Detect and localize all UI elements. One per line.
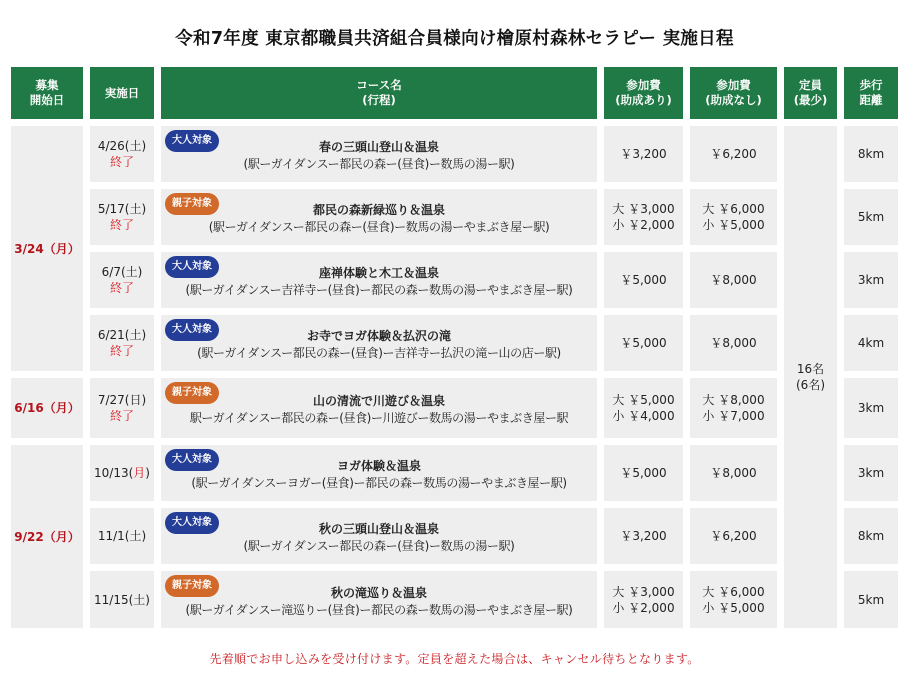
fee-subsidized-cell: [604, 571, 683, 628]
fee-subsidized-cell: [604, 126, 683, 182]
course-cell: [161, 126, 597, 182]
header-recruit-line2: 開始日: [29, 93, 65, 107]
recruit-group-1: [11, 126, 83, 371]
fee-subsidized-cell: [604, 252, 683, 308]
fee-unsubsidized-cell: [690, 126, 777, 182]
fee-value: ￥3,200: [620, 147, 667, 161]
fee-unsubsidized-cell: [690, 508, 777, 564]
course-cell: [161, 315, 597, 371]
course-cell: [161, 571, 597, 628]
event-date: 11/1(土): [97, 529, 147, 543]
event-status: 終了: [109, 344, 134, 358]
event-date-holiday: 月: [133, 466, 146, 480]
fee-adult: 大 ￥3,000: [612, 584, 675, 599]
header-course-line2: (行程): [362, 93, 396, 107]
course-cell: [161, 508, 597, 564]
course-name: 都民の森新緑巡り＆温泉: [312, 203, 445, 217]
event-date-suffix: ): [145, 466, 150, 480]
distance-cell: [844, 508, 898, 564]
event-status: 終了: [109, 409, 134, 423]
distance-cell: [844, 189, 898, 245]
course-name: 山の清流で川遊び＆温泉: [312, 394, 445, 408]
header-recruit-start: [11, 67, 83, 119]
distance-cell: [844, 571, 898, 628]
recruit-group-3: [11, 445, 83, 628]
header-fee-sub-line1: 参加費: [626, 78, 661, 92]
course-route: (駅ーガイダンスー吉祥寺ー(昼食)ー都民の森ー数馬の湯ーやまぶき屋ー駅): [185, 283, 573, 297]
fee-value: ￥8,000: [710, 336, 757, 350]
header-distance: [844, 67, 898, 119]
target-badge: 親子対象: [165, 382, 219, 404]
header-fee-nosub-line1: 参加費: [716, 78, 751, 92]
course-name: ヨガ体験＆温泉: [336, 459, 421, 473]
header-capacity-line1: 定員: [799, 78, 822, 92]
course-route: (駅ーガイダンスー都民の森ー(昼食)ー数馬の湯ー駅): [243, 539, 515, 553]
fee-child: 小 ￥2,000: [612, 600, 675, 615]
recruit-date: 3/24（月）: [14, 241, 80, 256]
header-fee-sub-line2: (助成あり): [615, 93, 672, 107]
fee-child: 小 ￥7,000: [702, 409, 765, 423]
header-distance-line2: 距離: [859, 93, 883, 107]
event-date: 6/21(土): [97, 328, 147, 342]
distance-value: 5km: [857, 210, 885, 224]
target-badge: 大人対象: [165, 512, 219, 534]
target-badge: 大人対象: [165, 449, 219, 471]
event-date: 11/15(土): [94, 592, 150, 607]
fee-value: ￥8,000: [710, 273, 757, 287]
date-cell: [90, 252, 154, 308]
distance-cell: [844, 252, 898, 308]
event-date-prefix: 10/13(: [94, 466, 134, 480]
event-date: 7/27(日): [97, 393, 147, 407]
header-course: [161, 67, 597, 119]
date-cell: [90, 378, 154, 438]
event-status: 終了: [109, 218, 134, 232]
distance-value: 3km: [857, 401, 885, 415]
fee-child: 小 ￥2,000: [612, 218, 675, 232]
header-date-label: 実施日: [104, 85, 140, 100]
target-badge: 大人対象: [165, 319, 219, 341]
event-status: 終了: [109, 155, 134, 169]
fee-unsubsidized-cell: [690, 378, 777, 438]
fee-subsidized-cell: [604, 508, 683, 564]
distance-cell: [844, 315, 898, 371]
fee-unsubsidized-cell: [690, 189, 777, 245]
fee-value: ￥6,200: [710, 147, 757, 161]
target-badge: 大人対象: [165, 130, 219, 152]
recruit-date: 6/16（月）: [14, 401, 80, 415]
target-badge: 親子対象: [165, 575, 219, 597]
fee-unsubsidized-cell: [690, 571, 777, 628]
event-date: [94, 465, 150, 481]
fee-value: ￥5,000: [620, 336, 667, 350]
event-date: 4/26(土): [97, 139, 147, 153]
course-route: (駅ーガイダンスー都民の森ー(昼食)ー数馬の湯ー駅): [243, 157, 515, 171]
fee-subsidized-cell: [604, 445, 683, 501]
fee-value: ￥8,000: [710, 466, 757, 480]
fee-adult: 大 ￥8,000: [702, 393, 765, 407]
fee-unsubsidized-cell: [690, 252, 777, 308]
fee-adult: 大 ￥6,000: [702, 584, 765, 599]
header-course-line1: コース名: [356, 78, 402, 92]
course-name: お寺でヨガ体験＆払沢の滝: [306, 329, 451, 343]
event-date: 5/17(土): [97, 202, 147, 216]
course-cell: [161, 189, 597, 245]
distance-value: 8km: [857, 529, 885, 543]
course-route: 駅ーガイダンスー都民の森ー(昼食)ー川遊びー数馬の湯ーやまぶき屋ー駅: [189, 411, 569, 425]
header-fee-subsidized: [604, 67, 683, 119]
fee-adult: 大 ￥5,000: [612, 393, 675, 407]
footer-notice: 先着順でお申し込みを受け付けます。定員を超えた場合は、キャンセル待ちとなります。: [209, 652, 700, 666]
course-name: 座禅体験と木工＆温泉: [318, 266, 439, 280]
event-date: 6/7(土): [101, 265, 143, 279]
header-recruit-line1: 募集: [35, 78, 59, 92]
date-cell: [90, 571, 154, 628]
course-route: (駅ーガイダンスーヨガー(昼食)ー都民の森ー数馬の湯ーやまぶき屋ー駅): [191, 476, 567, 490]
fee-adult: 大 ￥6,000: [702, 202, 765, 216]
fee-value: ￥6,200: [710, 529, 757, 543]
fee-subsidized-cell: [604, 189, 683, 245]
distance-value: 8km: [857, 147, 885, 161]
recruit-group-2: [11, 378, 83, 438]
distance-cell: [844, 445, 898, 501]
course-cell: [161, 252, 597, 308]
fee-unsubsidized-cell: [690, 315, 777, 371]
distance-value: 3km: [857, 273, 885, 287]
capacity-cell: [784, 126, 837, 628]
header-fee-nosub-line2: (助成なし): [705, 93, 762, 107]
distance-cell: [844, 378, 898, 438]
fee-child: 小 ￥5,000: [702, 218, 765, 232]
target-badge: 大人対象: [165, 256, 219, 278]
fee-subsidized-cell: [604, 378, 683, 438]
fee-value: ￥5,000: [620, 466, 667, 480]
recruit-date: 9/22（月）: [14, 529, 80, 544]
distance-value: 4km: [857, 336, 885, 350]
distance-value: 5km: [857, 592, 885, 607]
date-cell: [90, 508, 154, 564]
fee-subsidized-cell: [604, 315, 683, 371]
fee-value: ￥3,200: [620, 529, 667, 543]
date-cell: [90, 315, 154, 371]
event-status: 終了: [109, 281, 134, 295]
header-capacity: [784, 67, 837, 119]
fee-unsubsidized-cell: [690, 445, 777, 501]
date-cell: [90, 189, 154, 245]
course-route: (駅ーガイダンスー都民の森ー(昼食)ー数馬の湯ーやまぶき屋ー駅): [208, 220, 550, 234]
date-cell: [90, 126, 154, 182]
header-distance-line1: 歩行: [859, 78, 883, 92]
course-name: 春の三頭山登山＆温泉: [318, 140, 439, 154]
header-date: [90, 67, 154, 119]
page-title: 令和7年度 東京都職員共済組合員様向け檜原村森林セラピー 実施日程: [175, 29, 734, 49]
distance-value: 3km: [857, 466, 885, 480]
course-name: 秋の三頭山登山＆温泉: [318, 522, 439, 536]
course-route: (駅ーガイダンスー都民の森ー(昼食)ー吉祥寺ー払沢の滝ー山の店ー駅): [197, 346, 561, 360]
fee-child: 小 ￥5,000: [702, 600, 765, 615]
header-fee-unsubsidized: [690, 67, 777, 119]
date-cell: [90, 445, 154, 501]
course-cell: [161, 445, 597, 501]
target-badge: 親子対象: [165, 193, 219, 215]
course-name: 秋の滝巡り＆温泉: [330, 585, 427, 600]
header-capacity-line2: (最少): [793, 93, 828, 107]
course-cell: [161, 378, 597, 438]
capacity-minimum: (6名): [796, 378, 825, 392]
fee-adult: 大 ￥3,000: [612, 202, 675, 216]
course-route: (駅ーガイダンスー滝巡りー(昼食)ー都民の森ー数馬の湯ーやまぶき屋ー駅): [185, 602, 573, 617]
fee-value: ￥5,000: [620, 273, 667, 287]
fee-child: 小 ￥4,000: [612, 409, 675, 423]
distance-cell: [844, 126, 898, 182]
capacity-value: 16名: [796, 362, 825, 376]
